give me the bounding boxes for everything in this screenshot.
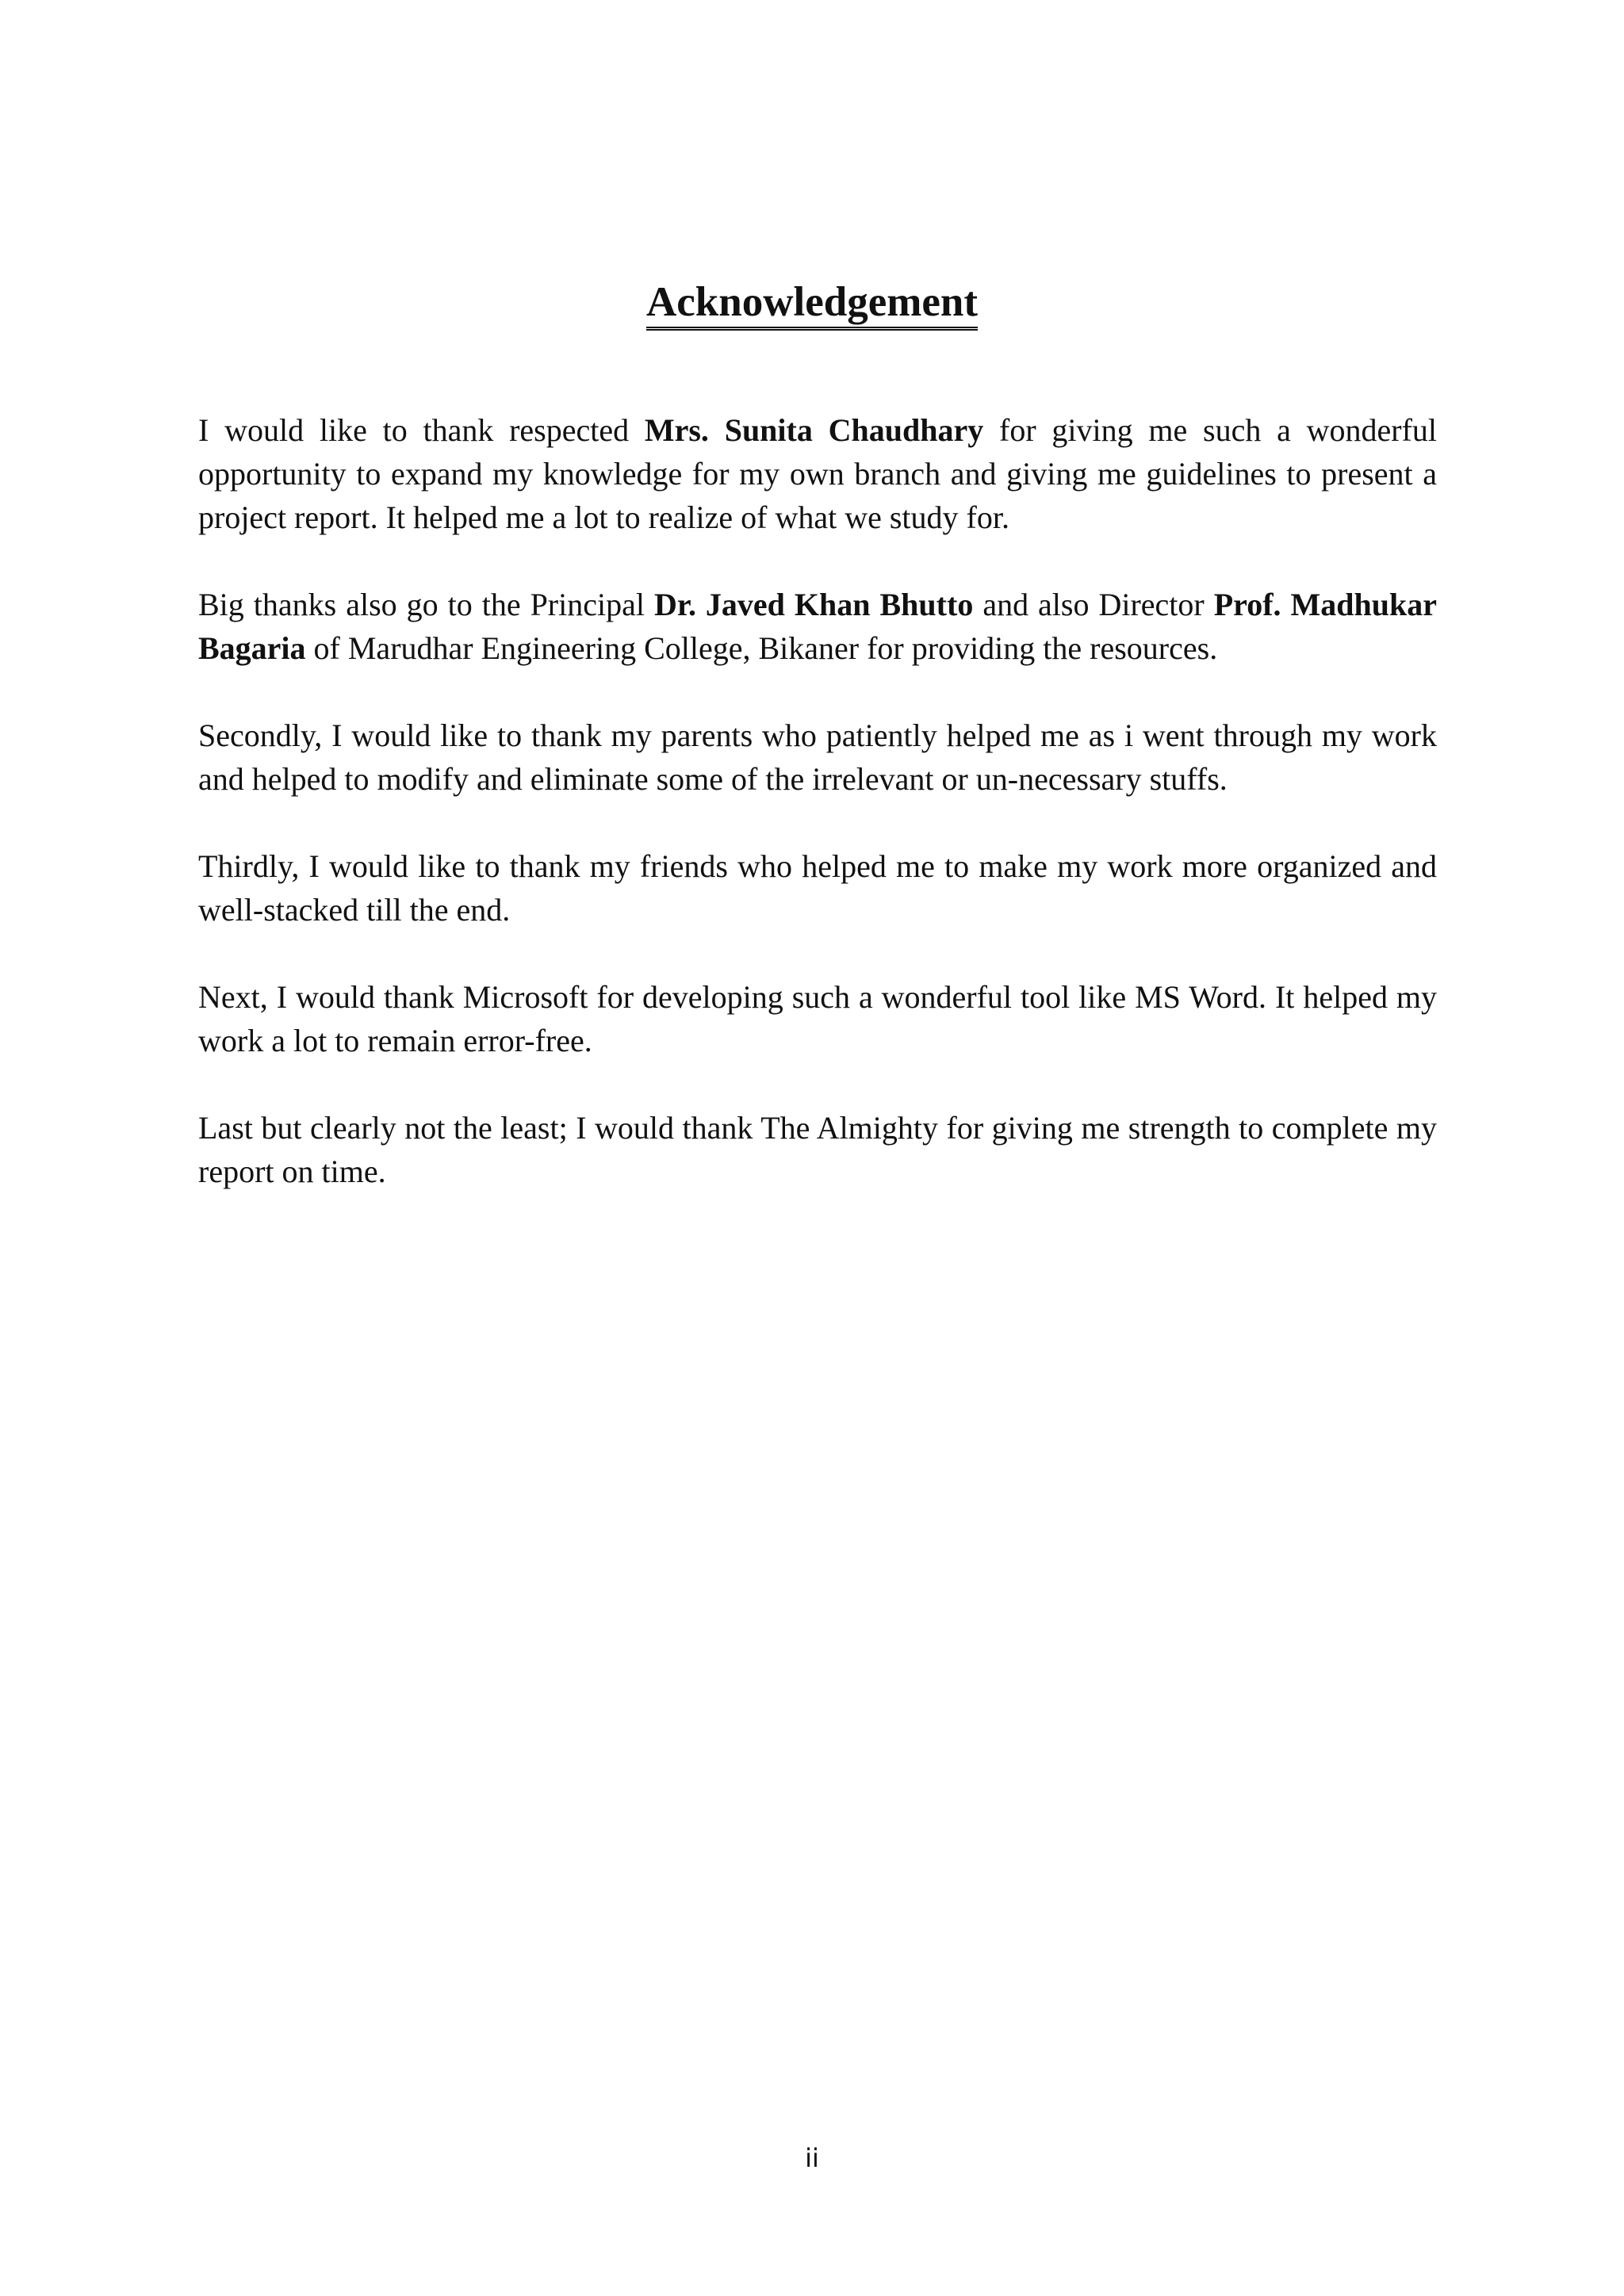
acknowledgement-body [198,408,1437,1237]
page-title [0,277,1624,328]
paragraph-text: Big thanks also go to the Principal [198,587,654,622]
person-name: Mrs. Sunita Chaudhary [644,412,984,448]
paragraph-5: Next, I would thank Microsoft for developing such a wonderful tool like MS Word. It helped my work a lot to remain error-free. [198,979,1437,1058]
paragraph-text: and also Director [973,587,1214,622]
page-title-text: Acknowledgement [646,279,978,331]
paragraph-text: for giving me such a wonderful opportunity to expand my knowledge for my own branch and giving me guidelines to present a project report. It helped me a lot to realize of what we study for. [198,412,1438,535]
paragraph-2 [198,583,1437,670]
person-name: Prof. Madhukar Bagaria [198,587,1437,666]
paragraph-text: of Marudhar Engineering College, Bikaner for providing the resources. [305,630,1218,666]
paragraph-4: Thirdly, I would like to thank my friends who helped me to make my work more organized and well-stacked till the end. [198,848,1437,928]
paragraph-1 [198,408,1437,539]
paragraph-3: Secondly, I would like to thank my parents who patiently helped me as i went through my work and helped to modify and eliminate some of the irrelevant or un-necessary stuffs. [198,718,1437,797]
paragraph-text: I would like to thank respected [198,412,645,448]
page-number: ii [805,2143,819,2173]
paragraph-6: Last but clearly not the least; I would thank The Almighty for giving me strength to complete my report on time. [198,1110,1437,1189]
person-name: Dr. Javed Khan Bhutto [653,587,974,622]
